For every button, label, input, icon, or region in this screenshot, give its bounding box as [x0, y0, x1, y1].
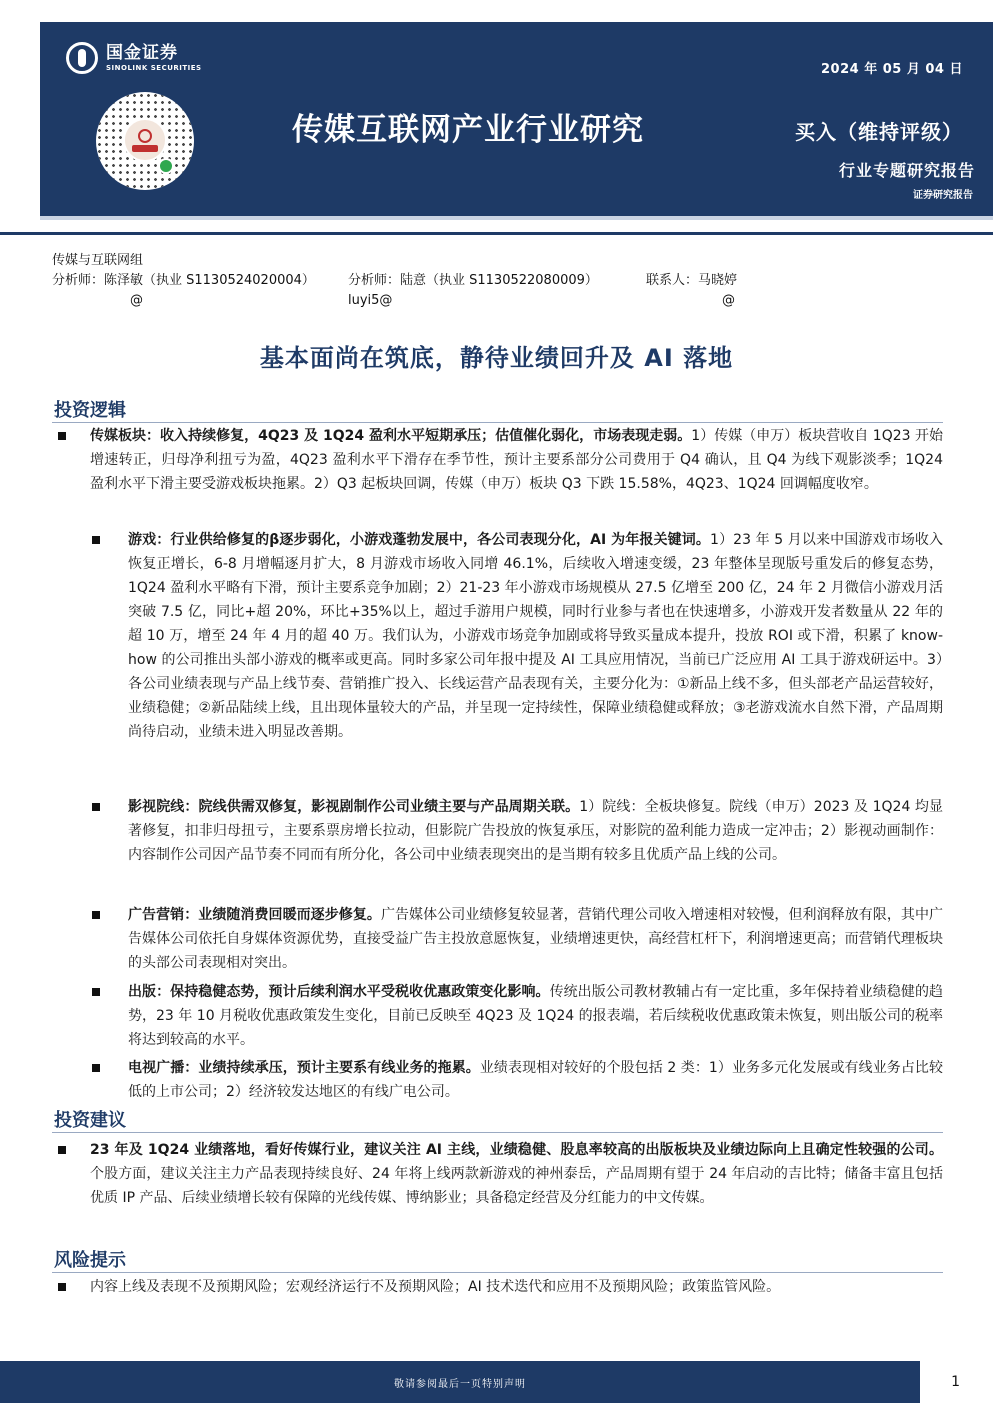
- contact-person: 联系人：马晓婷: [646, 273, 738, 288]
- section-investment-advice: 投资建议: [54, 1110, 126, 1131]
- section-investment-logic: 投资逻辑: [54, 400, 126, 421]
- report-date: 2024 年 05 月 04 日: [821, 62, 963, 77]
- brand-name-en: SINOLINK SECURITIES: [106, 64, 202, 72]
- industry-title: 传媒互联网产业行业研究: [292, 112, 644, 148]
- header-band: [40, 216, 993, 220]
- bullet-icon: [58, 1283, 66, 1291]
- bullet-icon: [92, 803, 100, 811]
- footer-bar: [0, 1361, 920, 1403]
- paragraph-tv-broadcast: 电视广播：业绩持续承压，预计主要系有线业务的拖累。业绩表现相对较好的个股包括 2 类：1）业务多元化发展或有线业务占比较低的上市公司；2）经济较发达地区的有线广电公司。: [128, 1060, 943, 1100]
- bullet-icon: [92, 1064, 100, 1072]
- brand-name-cn: 国金证券: [106, 43, 178, 63]
- section-risk: 风险提示: [54, 1250, 126, 1271]
- contact-email[interactable]: @: [722, 293, 735, 308]
- bullet-icon: [58, 1146, 66, 1154]
- analyst-2: 分析师：陆意（执业 S1130522080009）: [348, 273, 598, 288]
- report-subtype: 证券研究报告: [913, 190, 973, 201]
- paragraph-film-cinema: 影视院线：院线供需双修复，影视剧制作公司业绩主要与产品周期关联。1）院线：全板块修复。院线（申万）2023 及 1Q24 均显著修复，扣非归母扭亏，主要系票房增长拉动，但影院广告投放的恢复承压，对影院的盈利能力造成一定冲击；2）影视动画制作：内容制作公司因产品节奏不同而有所分化，各公司中业绩表现突出的是当期有较多且优质产品上线的公司。: [128, 799, 943, 863]
- qr-code-icon: [96, 92, 194, 190]
- section-rule: [52, 1132, 943, 1133]
- report-type: 行业专题研究报告: [838, 161, 975, 180]
- brand-logo: [66, 42, 202, 74]
- bullet-icon: [92, 988, 100, 996]
- rating-label: 买入（维持评级）: [795, 120, 963, 144]
- section-rule: [52, 1272, 943, 1273]
- paragraph-media-sector: 传媒板块：收入持续修复，4Q23 及 1Q24 盈利水平短期承压；估值催化弱化，市场表现走弱。1）传媒（申万）板块营收自 1Q23 开始增速转正，归母净利扭亏为盈，4Q23 盈利水平下滑存在季节性，预计主要系部分公司费用于 Q4 确认，且 Q4 为线下观影淡季；1Q24 盈利水平下滑主要受游戏板块拖累。2）Q3 起板块回调，传媒（申万）板块 Q3 下跌 15.58%，4Q23、1Q24 回调幅度收窄。: [90, 428, 943, 492]
- paragraph-publishing: 出版：保持稳健态势，预计后续利润水平受税收优惠政策变化影响。传统出版公司教材教辅占有一定比重，多年保持着业绩稳健的趋势，23 年 10 月税收优惠政策发生变化，目前已反映至 4Q23 及 1Q24 的报表端，若后续税收优惠政策未恢复，则出版公司的税率将达到较高的水平。: [128, 984, 943, 1048]
- bullet-icon: [58, 432, 66, 440]
- paragraph-risk: 内容上线及表现不及预期风险；宏观经济运行不及预期风险；AI 技术迭代和应用不及预期风险；政策监管风险。: [90, 1279, 781, 1295]
- section-rule: [52, 422, 943, 423]
- analyst-1-email[interactable]: @: [130, 293, 143, 308]
- bullet-icon: [92, 911, 100, 919]
- analyst-1: 分析师：陈泽敏（执业 S1130524020004）: [52, 273, 315, 288]
- bullet-icon: [92, 536, 100, 544]
- qr-center-logo-icon: [123, 118, 167, 162]
- research-group: 传媒与互联网组: [52, 253, 144, 268]
- disclaimer-note[interactable]: 敬请参阅最后一页特别声明: [394, 1378, 526, 1390]
- page-title: 基本面尚在筑底，静待业绩回升及 AI 落地: [259, 344, 734, 372]
- paragraph-games: 游戏：行业供给修复的β逐步弱化，小游戏蓬勃发展中，各公司表现分化，AI 为年报关键词。1）23 年 5 月以来中国游戏市场收入恢复正增长，6-8 月增幅逐月扩大，8 月游戏市场收入同增 46.1%，后续收入增速变缓，23 年整体呈现版号重发后的修复态势，1Q24 盈利水平略有下滑，预计主要系竞争加剧；2）21-23 年小游戏市场规模从 27.5 亿增至 200 亿，24 年 2 月微信小游戏月活突破 7.5 亿，同比+超 20%，环比+35%以上，超过手游用户规模，同时行业参与者也在快速增多，小游戏开发者数量从 22 年的超 10 万，增至 24 年 4 月的超 40 万。我们认为，小游戏市场竞争加剧或将导致买量成本提升，投放 ROI 或下滑，积累了 know-how 的公司推出头部小游戏的概率或更高。同时多家公司年报中提及 AI 工具应用情况，当前已广泛应用 AI 工具于游戏研运中。3）各公司业绩表现与产品上线节奏、营销推广投入、长线运营产品表现有关，主要分化为：①新品上线不多，但头部老产品运营较好，业绩稳健；②新品陆续上线，且出现体量较大的产品，并呈现一定持续性，保障业绩稳健或释放；③老游戏流水自然下滑，产品周期尚待启动，业绩未进入明显改善期。: [128, 532, 943, 740]
- page-number: 1: [951, 1374, 960, 1390]
- paragraph-advertising: 广告营销：业绩随消费回暖而逐步修复。广告媒体公司业绩修复较显著，营销代理公司收入增速相对较慢，但利润释放有限，其中广告媒体公司依托自身媒体资源优势，直接受益广告主投放意愿恢复，业绩增速更快，高经营杠杆下，利润增速更高；而营销代理板块的头部公司表现相对突出。: [128, 907, 944, 971]
- header-rule: [0, 232, 993, 235]
- sinolink-logo-icon: [66, 42, 98, 74]
- paragraph-advice: 23 年及 1Q24 业绩落地，看好传媒行业，建议关注 AI 主线，业绩稳健、股息率较高的出版板块及业绩边际向上且确定性较强的公司。个股方面，建议关注主力产品表现持续良好、24 年将上线两款新游戏的神州泰岳，产品周期有望于 24 年启动的吉比特；储备丰富且包括优质 IP 产品、后续业绩增长较有保障的光线传媒、博纳影业；具备稳定经营及分红能力的中文传媒。: [90, 1142, 943, 1206]
- mini-program-badge-icon: [158, 158, 174, 174]
- analyst-2-email[interactable]: luyi5@: [348, 293, 393, 308]
